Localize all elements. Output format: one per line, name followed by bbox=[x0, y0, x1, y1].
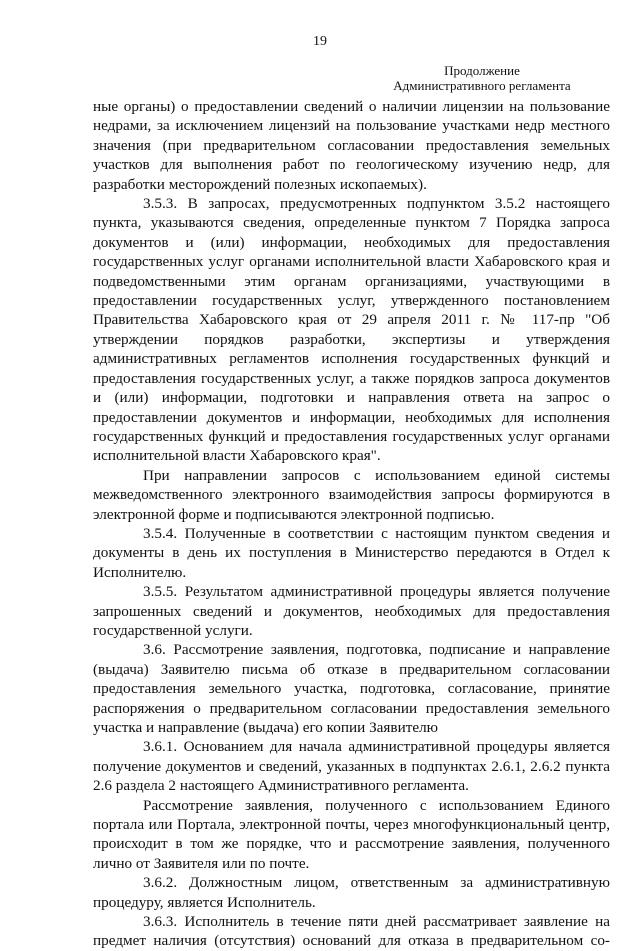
paragraph-3-6: 3.6. Рассмотрение заявления, подготовка, подписание и направление (выдача) Заявителю письма об отказе в предварительном согласовании предоставления земельного участка, подготовка, согласование, принятие распоряжения о предварительном согласовании предоставления земельного участка и направление (выдача) его копии Заявителю bbox=[93, 641, 610, 736]
page-number: 19 bbox=[313, 34, 327, 49]
paragraph-electronic-application: Рассмотрение заявления, полученного с использованием Единого портала или Портала, электронной почты, через многофункциональный центр, происходит в том же порядке, что и рассмотрение заявления, полученного лично от Заявителя или по почте. bbox=[93, 796, 610, 872]
paragraph-3-6-1: 3.6.1. Основанием для начала административной процедуры является получение документов и сведений, указанных в подпунктах 2.6.1, 2.6.2 пункта 2.6 раздела 2 настоящего Административного регламента. bbox=[93, 738, 610, 795]
continuation-note bbox=[372, 63, 592, 93]
paragraph-3-6-2: 3.6.2. Должностным лицом, ответственным за административную процедуру, является Исполнитель. bbox=[93, 874, 610, 911]
paragraph-3-5-4: 3.5.4. Полученные в соответствии с настоящим пунктом сведения и документы в день их поступления в Министерство передаются в Отдел к Исполнителю. bbox=[93, 524, 610, 581]
document-body bbox=[93, 97, 610, 951]
paragraph-3-5-3: 3.5.3. В запросах, предусмотренных подпунктом 3.5.2 настоящего пункта, указываются сведения, определенные пунктом 7 Порядка запроса документов и (или) информации, необходимых для предоставления государственных услуг органами исполнительной власти Хабаровского края и подведомственными этим органам организациями, участвующими в предоставлении государственных услуг, утвержденного постановлением Правительства Хабаровского края от 29 апреля 2011 г. № 117-пр "Об утверждении порядков разработки, экспертизы и утверждения административных регламентов исполнения государственных функций и предоставления государственных услуг, а также порядков запроса документов и (или) информации, подготовки и направления ответа на запрос о предоставлении документов и информации, необходимых для исполнения государственных функций и предоставления государственных услуг органами исполнительной власти Хабаровского края". bbox=[93, 195, 610, 465]
paragraph-3-6-3: 3.6.3. Исполнитель в течение пяти дней рассматривает заявление на предмет наличия (отсутствия) оснований для отказа в предварительном со- bbox=[93, 913, 610, 950]
continuation-line-2: Административного регламента bbox=[393, 78, 571, 93]
paragraph-interagency-requests: При направлении запросов с использованием единой системы межведомственного электронного взаимодействия запросы формируются в электронной форме и подписываются электронной подписью. bbox=[93, 466, 610, 523]
paragraph-continuation: ные органы) о предоставлении сведений о наличии лицензии на пользование недрами, за исключением лицензий на пользование участками недр местного значения (при предварительном согласовании предоставления земельных участков для выполнения работ по геологическому изучению недр, для разработки месторождений полезных ископаемых). bbox=[93, 98, 610, 193]
continuation-line-1: Продолжение bbox=[444, 63, 520, 78]
paragraph-3-5-5: 3.5.5. Результатом административной процедуры является получение запрошенных сведений и документов, необходимых для предоставления государственной услуги. bbox=[93, 583, 610, 639]
